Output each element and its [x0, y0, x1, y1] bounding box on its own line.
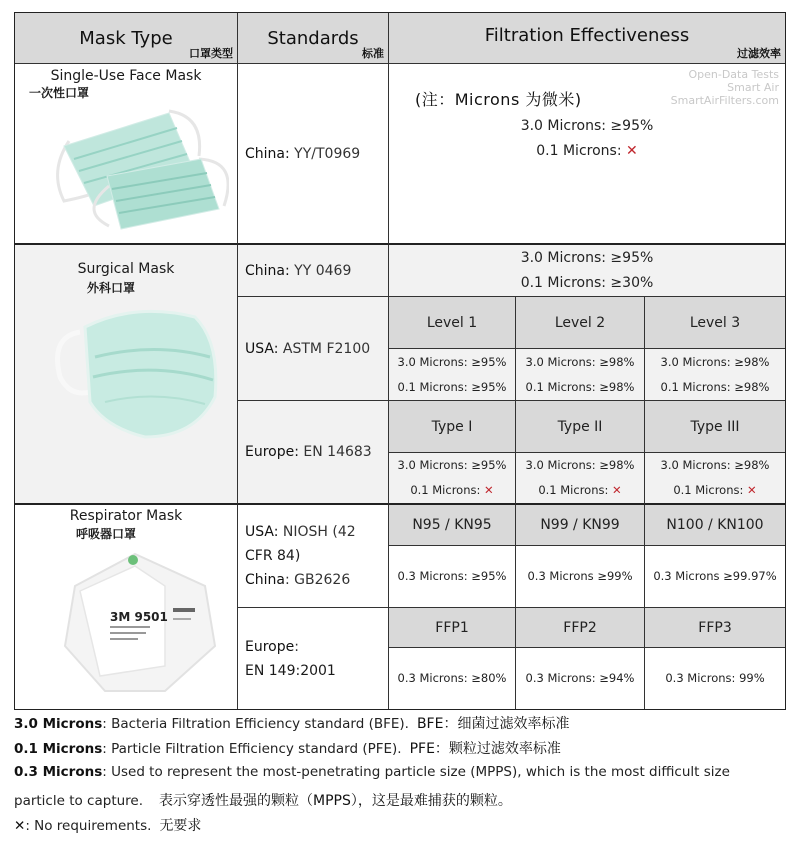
type-iii-values: 3.0 Microns: ≥98% 0.1 Microns: ✕ — [645, 453, 785, 505]
surgical-china-filtration: 3.0 Microns: ≥95% 0.1 Microns: ≥30% — [389, 245, 785, 297]
no-requirement-x-icon: ✕ — [747, 483, 757, 497]
level-1-header: Level 1 — [389, 297, 516, 349]
respirator-mask-cell — [15, 505, 238, 709]
single-use-mask-title: Single-Use Face Mask — [50, 68, 202, 84]
ffp2-header: FFP2 — [516, 608, 645, 648]
footnote-mpps: 0.3 Microns: Used to represent the most-penetrating particle size (MPPS), which is the most difficult size — [14, 764, 730, 780]
ffp3-value: 0.3 Microns: 99% — [645, 648, 785, 709]
no-requirement-x-icon: ✕ — [626, 143, 638, 159]
no-requirement-x-icon: ✕ — [484, 483, 494, 497]
standard-code: YY/T0969 — [294, 145, 361, 162]
header-standards — [238, 13, 389, 64]
ffp1-value: 0.3 Microns: ≥80% — [389, 648, 516, 709]
respirator-europe-standard: Europe: EN 149:2001 — [238, 608, 389, 709]
watermark: Open-Data Tests Smart Air SmartAirFilters.com — [670, 68, 779, 107]
header-filtration-label: Filtration Effectiveness — [484, 24, 690, 46]
ffp2-value: 0.3 Microns: ≥94% — [516, 648, 645, 709]
header-standards-label: Standards — [267, 27, 359, 49]
respirator-mask-title-cn: 呼吸器口罩 — [76, 527, 137, 541]
header-standards-cn: 标准 — [362, 47, 384, 60]
type-i-values: 3.0 Microns: ≥95% 0.1 Microns: ✕ — [389, 453, 516, 505]
standard-region: China: — [245, 145, 290, 162]
n100-header: N100 / KN100 — [645, 505, 785, 546]
single-use-filtration-values: 3.0 Microns: ≥95% 0.1 Microns: ✕ — [520, 118, 654, 159]
respirator-usa-china-standard: USA: NIOSH (42 CFR 84) China: GB2626 — [238, 505, 389, 608]
n99-header: N99 / KN99 — [516, 505, 645, 546]
ffp3-header: FFP3 — [645, 608, 785, 648]
level-1-values: 3.0 Microns: ≥95% 0.1 Microns: ≥95% — [389, 349, 516, 401]
mask-comparison-table — [14, 12, 786, 710]
surgical-china-standard: China: YY 0469 — [238, 245, 389, 297]
no-requirement-x-icon: ✕ — [612, 483, 622, 497]
type-i-header: Type I — [389, 401, 516, 453]
respirator-model-text: 3M 9501 — [110, 610, 168, 624]
single-use-mask-cell — [15, 64, 238, 245]
single-use-standard — [238, 64, 389, 245]
surgical-mask-title-cn: 外科口罩 — [87, 281, 136, 295]
surgical-europe-standard: Europe: EN 14683 — [238, 401, 389, 505]
surgical-mask-title: Surgical Mask — [77, 261, 175, 277]
type-iii-header: Type III — [645, 401, 785, 453]
n95-value: 0.3 Microns: ≥95% — [389, 546, 516, 608]
footnote-mpps-cont: particle to capture. 表示穿透性最强的颗粒（MPPS），这是最难捕获的颗粒。 — [14, 793, 512, 809]
level-2-header: Level 2 — [516, 297, 645, 349]
surgical-mask-image — [45, 302, 245, 452]
header-filtration-cn: 过滤效率 — [737, 47, 781, 60]
header-filtration — [389, 13, 785, 64]
header-mask-type-cn: 口罩类型 — [189, 47, 233, 60]
header-mask-type — [15, 13, 238, 64]
n99-value: 0.3 Microns ≥99% — [516, 546, 645, 608]
type-ii-header: Type II — [516, 401, 645, 453]
microns-note: (注：Microns 为微米) — [415, 90, 582, 109]
level-3-header: Level 3 — [645, 297, 785, 349]
single-use-mask-title-cn: 一次性口罩 — [29, 86, 90, 100]
ffp1-header: FFP1 — [389, 608, 516, 648]
level-2-values: 3.0 Microns: ≥98% 0.1 Microns: ≥98% — [516, 349, 645, 401]
n100-value: 0.3 Microns ≥99.97% — [645, 546, 785, 608]
header-mask-type-label: Mask Type — [79, 27, 173, 49]
level-3-values: 3.0 Microns: ≥98% 0.1 Microns: ≥98% — [645, 349, 785, 401]
footnote-bfe: 3.0 Microns: Bacteria Filtration Efficiency standard (BFE). BFE：细菌过滤效率标准 — [14, 716, 570, 732]
n95-header: N95 / KN95 — [389, 505, 516, 546]
footnote-pfe: 0.1 Microns: Particle Filtration Efficiency standard (PFE). PFE：颗粒过滤效率标准 — [14, 741, 561, 757]
type-ii-values: 3.0 Microns: ≥98% 0.1 Microns: ✕ — [516, 453, 645, 505]
respirator-mask-image — [55, 546, 225, 696]
respirator-mask-title: Respirator Mask — [69, 508, 183, 524]
no-requirement-x-icon: ✕ — [14, 818, 26, 834]
single-use-mask-image — [29, 101, 229, 231]
footnote-no-requirement: ✕: No requirements. 无要求 — [14, 818, 202, 834]
surgical-mask-cell — [15, 245, 238, 505]
surgical-usa-standard: USA: ASTM F2100 — [238, 297, 389, 401]
